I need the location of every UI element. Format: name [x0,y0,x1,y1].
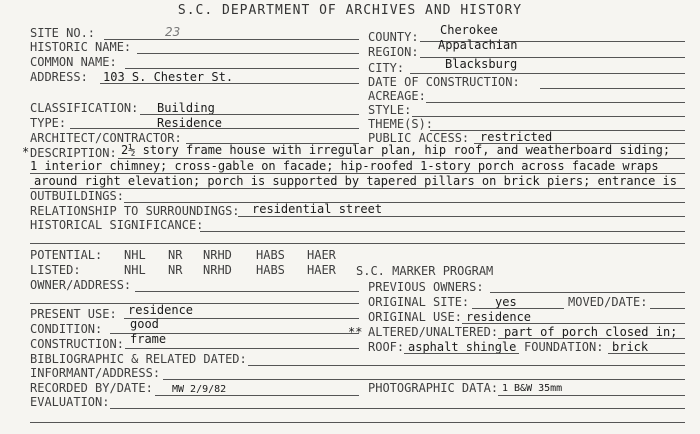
architect-label: ARCHITECT/CONTRACTOR: [30,131,182,145]
moved-date-label: MOVED/DATE: [568,295,648,309]
foundation-label: FOUNDATION: [524,340,604,354]
address-value: 103 S. Chester St. [103,70,234,84]
address-label: ADDRESS: [30,70,88,84]
present-use-value: residence [128,303,194,317]
potential-haer: HAER [307,248,336,262]
photographic-value: 1 B&W 35mm [502,383,563,394]
historical-significance-line [200,231,685,232]
original-site-label: ORIGINAL SITE: [368,295,470,309]
original-site-line [472,308,564,309]
altered-marker: ** [348,325,363,339]
listed-habs: HABS [256,263,285,277]
present-use-label: PRESENT USE: [30,307,117,321]
site-no-line [104,39,359,40]
original-site-value: yes [495,295,517,309]
foundation-value: brick [612,340,649,354]
construction-line [125,348,359,349]
type-label: TYPE: [30,116,67,130]
classification-value: Building [157,101,215,115]
marker-program-label: S.C. MARKER PROGRAM [356,264,494,278]
evaluation-rule [30,422,685,423]
type-line [70,128,359,129]
acreage-label: ACREAGE: [368,89,426,103]
public-access-value: restricted [480,130,553,144]
description-line-1: 2½ story frame house with irregular plan, hip roof, and weatherboard siding; [121,143,671,157]
site-no-value: 23 [165,25,181,39]
region-value: Appalachian [438,38,518,52]
informant-line [163,379,685,380]
altered-label: ALTERED/UNALTERED: [368,325,499,339]
potential-nr: NR [168,248,183,262]
present-use-line [124,318,359,319]
style-label: STYLE: [368,103,412,117]
original-use-value: residence [466,310,532,324]
bibliographic-line [248,365,685,366]
description-rule-3 [30,188,685,189]
foundation-line [608,353,685,354]
previous-owners-label: PREVIOUS OWNERS: [368,280,484,294]
owner-address-line [135,291,359,292]
style-line [412,116,685,117]
potential-label: POTENTIAL: [30,248,103,262]
description-label: DESCRIPTION: [30,146,117,160]
relationship-line [238,216,685,217]
owner-address-label: OWNER/ADDRESS: [30,278,132,292]
outbuildings-line [124,202,685,203]
recorded-by-value: MW 2/9/82 [172,384,227,395]
region-label: REGION: [368,45,419,59]
description-line-2: 1 interior chimney; cross-gable on facade; hip-roofed 1-story porch across facade wraps [30,159,659,173]
roof-line [404,353,519,354]
listed-nrhd: NRHD [203,263,232,277]
listed-haer: HAER [307,263,336,277]
common-name-label: COMMON NAME: [30,55,117,69]
moved-date-line [650,308,685,309]
classification-line [140,114,359,115]
construction-value: frame [130,332,167,346]
public-access-label: PUBLIC ACCESS: [368,131,470,145]
common-name-line [125,68,359,69]
original-use-line [462,323,685,324]
bibliographic-label: BIBLIOGRAPHIC & RELATED DATED: [30,352,247,366]
type-value: Residence [157,116,223,130]
city-label: CITY: [368,61,405,75]
condition-label: CONDITION: [30,322,103,336]
classification-label: CLASSIFICATION: [30,101,139,115]
city-value: Blacksburg [445,57,518,71]
description-marker: * [22,145,30,159]
historic-name-line [137,53,359,54]
county-label: COUNTY: [368,30,419,44]
listed-nr: NR [168,263,183,277]
listed-nhl: NHL [124,263,146,277]
potential-habs: HABS [256,248,285,262]
photographic-label: PHOTOGRAPHIC DATA: [368,381,499,395]
potential-nhl: NHL [124,248,146,262]
owner-address-rule [30,303,359,304]
acreage-line [426,102,685,103]
evaluation-line [110,408,685,409]
relationship-value: residential street [252,202,383,216]
potential-nrhd: NRHD [203,248,232,262]
city-line [410,73,685,74]
county-value: Cherokee [440,23,498,37]
original-use-label: ORIGINAL USE: [368,310,462,324]
recorded-by-label: RECORDED BY/DATE: [30,381,153,395]
construction-label: CONSTRUCTION: [30,337,124,351]
informant-label: INFORMANT/ADDRESS: [30,366,161,380]
date-construction-line [540,88,685,89]
roof-value: asphalt shingle [408,340,517,354]
roof-label: ROOF: [368,340,405,354]
site-no-label: SITE NO.: [30,26,96,40]
outbuildings-label: OUTBUILDINGS: [30,189,124,203]
form-title: S.C. DEPARTMENT OF ARCHIVES AND HISTORY [177,3,523,18]
condition-value: good [130,317,159,331]
historical-significance-label: HISTORICAL SIGNIFICANCE: [30,218,204,232]
description-line-3: around right elevation; porch is supported by tapered pillars on brick piers; entrance is [34,174,677,188]
significance-rule [30,243,685,244]
listed-label: LISTED: [30,263,81,277]
historic-name-label: HISTORIC NAME: [30,40,132,54]
relationship-label: RELATIONSHIP TO SURROUNDINGS: [30,204,240,218]
date-construction-label: DATE OF CONSTRUCTION: [368,75,520,89]
themes-label: THEME(S): [368,117,434,131]
address-line [100,83,359,84]
previous-owners-line [490,292,685,293]
altered-value: part of porch closed in; [504,325,678,339]
evaluation-label: EVALUATION: [30,395,110,409]
photographic-line [498,395,685,396]
recorded-by-line [155,395,359,396]
altered-line [498,338,685,339]
